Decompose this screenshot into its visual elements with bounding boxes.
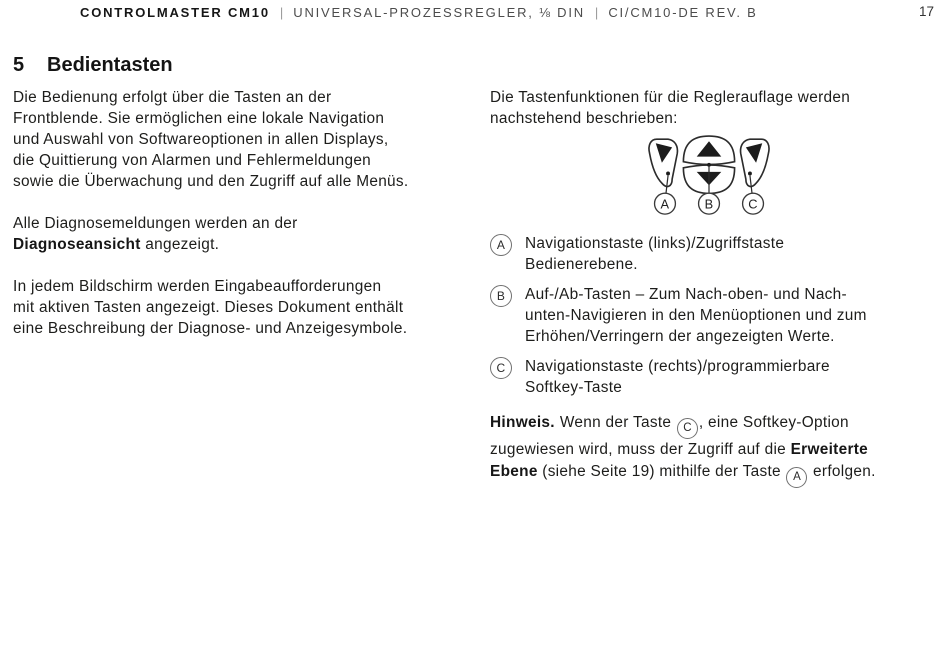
- callout-label-a: A: [660, 196, 670, 212]
- header-subtitle: UNIVERSAL-PROZESSREGLER, ⅛ DIN: [293, 5, 585, 20]
- center-key-dot: [707, 163, 711, 167]
- callout-label-c: C: [748, 196, 758, 212]
- section-heading: [13, 54, 173, 77]
- list-item-key-c: [490, 356, 938, 398]
- left-column: [13, 87, 475, 360]
- body-paragraph-1: Die Bedienung erfolgt über die Tasten an der Frontblende. Sie ermöglichen eine lokale Navigation und Auswahl von Softwareoptionen in allen Displays, die Quittierung von Alarmen und Fehlermeldungen sowie die Überwachung und den Zugriff auf alle Menüs.: [13, 89, 409, 190]
- inline-key-circle-c: C: [677, 418, 698, 439]
- keypad-diagram: [642, 132, 776, 218]
- section-title: Bedientasten: [47, 54, 173, 76]
- right-column: [490, 87, 938, 488]
- callout-label-b: B: [704, 196, 714, 212]
- list-item-key-b: [490, 284, 938, 347]
- erweiterte-ebene-emphasis: Ebene: [490, 462, 538, 480]
- product-name: CONTROLMASTER CM10: [80, 5, 270, 20]
- intro-paragraph: Die Tastenfunktionen für die Reglerauflage werden nachstehend beschrieben:: [490, 89, 851, 127]
- page-header: [80, 5, 758, 20]
- header-separator: |: [279, 5, 284, 20]
- key-marker-c: C: [490, 357, 512, 379]
- left-key-dot: [666, 172, 670, 176]
- key-marker-b: B: [490, 285, 512, 307]
- note-label: Hinweis.: [490, 414, 555, 431]
- key-function-list: [490, 233, 938, 398]
- key-description-c: Navigationstaste (rechts)/programmierbare Softkey-Taste: [525, 358, 830, 396]
- body-paragraph-2: Alle Diagnosemeldungen werden an der Diagnoseansicht angezeigt.: [13, 215, 298, 253]
- key-marker-a: A: [490, 234, 512, 256]
- list-item-key-a: [490, 233, 938, 275]
- body-paragraph-3: In jedem Bildschirm werden Eingabeaufforderungen mit aktiven Tasten angezeigt. Dieses Dokument enthält eine Beschreibung der Diagnose- und Anzeigesymbole.: [13, 278, 408, 337]
- key-description-a: Navigationstaste (links)/Zugriffstaste Bedienerebene.: [525, 235, 785, 273]
- note-paragraph: Hinweis. Wenn der Taste C , eine Softkey-Option zugewiesen wird, muss der Zugriff auf die Erweiterte Ebene (siehe Seite 19) mithilfe der Taste A erfolgen.: [490, 412, 938, 488]
- inline-key-circle-a: A: [786, 467, 807, 488]
- diagnoseansicht-emphasis: Diagnoseansicht: [13, 236, 141, 253]
- page-number: 17: [918, 4, 934, 19]
- section-number: 5: [13, 54, 25, 76]
- header-doc-ref: CI/CM10-DE REV. B: [608, 5, 758, 20]
- key-description-b: Auf-/Ab-Tasten – Zum Nach-oben- und Nach- unten-Navigieren in den Menüoptionen und zum Erhöhen/Verringern der angezeigten Werte.: [525, 286, 867, 345]
- erweiterte-ebene-emphasis: Erweiterte: [790, 441, 869, 459]
- header-separator: |: [594, 5, 599, 20]
- right-key-dot: [748, 172, 752, 176]
